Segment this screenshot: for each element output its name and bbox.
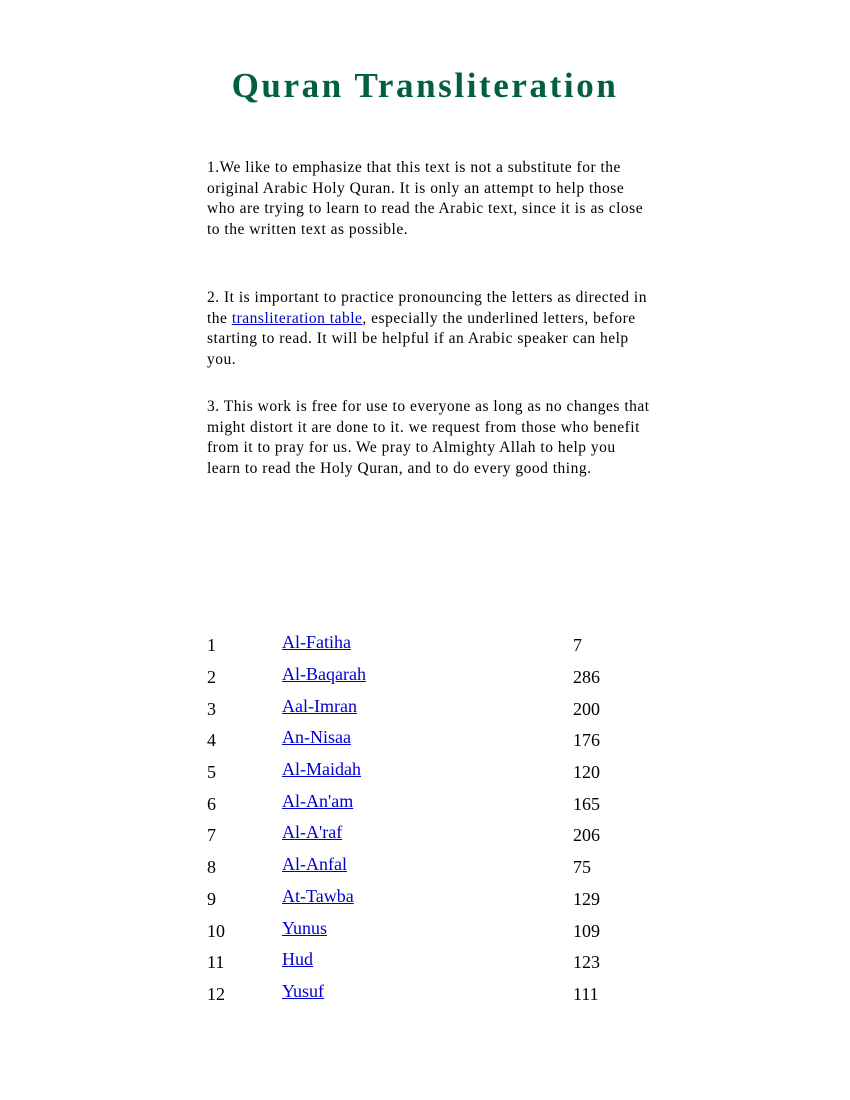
surah-number: 9 bbox=[207, 888, 216, 909]
surah-table bbox=[207, 630, 653, 1010]
intro-paragraph-2-start: 2. It is important to practice pronouncing the letters as directed in the bbox=[207, 289, 647, 327]
table-row bbox=[207, 820, 653, 852]
table-row bbox=[207, 947, 653, 979]
page-title: Quran Transliteration bbox=[231, 66, 619, 105]
surah-name-cell bbox=[282, 693, 573, 725]
table-row bbox=[207, 725, 653, 757]
surah-link[interactable]: Yusuf bbox=[282, 980, 325, 1001]
transliteration-table-link[interactable]: transliteration table bbox=[231, 309, 363, 327]
surah-number: 4 bbox=[207, 730, 216, 751]
surah-verse-count: 286 bbox=[573, 667, 600, 688]
surah-verse-count: 7 bbox=[573, 635, 582, 656]
surah-name-cell bbox=[282, 820, 573, 852]
surah-name-cell bbox=[282, 884, 573, 916]
surah-number: 10 bbox=[207, 920, 225, 941]
surah-link[interactable]: Al-Maidah bbox=[282, 759, 361, 780]
surah-verse-count: 123 bbox=[573, 952, 600, 973]
surah-number: 3 bbox=[207, 698, 216, 719]
table-row bbox=[207, 693, 653, 725]
table-row bbox=[207, 884, 653, 916]
surah-verse-count: 129 bbox=[573, 888, 600, 909]
surah-name-cell bbox=[282, 915, 573, 947]
intro-paragraph-3: 3. This work is free for use to everyone as long as no changes that might distort it are done to it. we request from those who benefit from it to pray for us. We pray to Almighty Allah to help you learn to read the Holy Quran, and to do every good thing. bbox=[207, 398, 650, 477]
surah-link[interactable]: Al-Baqarah bbox=[282, 664, 366, 685]
surah-number: 1 bbox=[207, 635, 216, 656]
surah-verse-count: 176 bbox=[573, 730, 600, 751]
table-row bbox=[207, 788, 653, 820]
surah-number: 11 bbox=[207, 952, 225, 973]
surah-link[interactable]: An-Nisaa bbox=[282, 727, 351, 748]
surah-verse-count: 165 bbox=[573, 793, 600, 814]
surah-table-body bbox=[207, 630, 653, 1010]
surah-name-cell bbox=[282, 630, 573, 662]
table-row bbox=[207, 757, 653, 789]
surah-verse-count: 111 bbox=[573, 983, 599, 1004]
surah-verse-count: 120 bbox=[573, 762, 600, 783]
intro-paragraph-2-end: , especially the underlined letters, before starting to read. It will be helpful if an Arabic speaker can help you. bbox=[207, 309, 636, 368]
surah-name-cell bbox=[282, 757, 573, 789]
surah-verse-count: 75 bbox=[573, 857, 591, 878]
surah-link[interactable]: At-Tawba bbox=[282, 885, 354, 906]
surah-number: 7 bbox=[207, 825, 216, 846]
intro-paragraph-1: 1.We like to emphasize that this text is not a substitute for the original Arabic Holy Quran. It is only an attempt to help those who are trying to learn to read the Arabic text, since it is as close to the written text as possible. bbox=[207, 159, 644, 238]
surah-link[interactable]: Al-An'am bbox=[282, 790, 354, 811]
surah-link[interactable]: Al-Fatiha bbox=[282, 632, 351, 653]
table-row bbox=[207, 915, 653, 947]
surah-verse-count: 200 bbox=[573, 698, 600, 719]
surah-link[interactable]: Hud bbox=[282, 949, 313, 970]
surah-name-cell bbox=[282, 725, 573, 757]
surah-name-cell bbox=[282, 852, 573, 884]
surah-number: 8 bbox=[207, 857, 216, 878]
surah-number: 5 bbox=[207, 762, 216, 783]
table-row bbox=[207, 630, 653, 662]
surah-verse-count: 206 bbox=[573, 825, 600, 846]
intro-paragraph-2 bbox=[207, 288, 652, 370]
surah-link[interactable]: Yunus bbox=[282, 917, 328, 938]
surah-number: 2 bbox=[207, 667, 216, 688]
surah-name-cell bbox=[282, 979, 573, 1011]
table-row bbox=[207, 662, 653, 694]
surah-number: 12 bbox=[207, 983, 225, 1004]
table-row bbox=[207, 852, 653, 884]
surah-link[interactable]: Al-Anfal bbox=[282, 854, 347, 875]
table-row bbox=[207, 979, 653, 1011]
surah-link[interactable]: Al-A'raf bbox=[282, 822, 343, 843]
surah-name-cell bbox=[282, 662, 573, 694]
surah-verse-count: 109 bbox=[573, 920, 600, 941]
surah-name-cell bbox=[282, 947, 573, 979]
surah-name-cell bbox=[282, 788, 573, 820]
surah-link[interactable]: Aal-Imran bbox=[282, 695, 357, 716]
surah-number: 6 bbox=[207, 793, 216, 814]
